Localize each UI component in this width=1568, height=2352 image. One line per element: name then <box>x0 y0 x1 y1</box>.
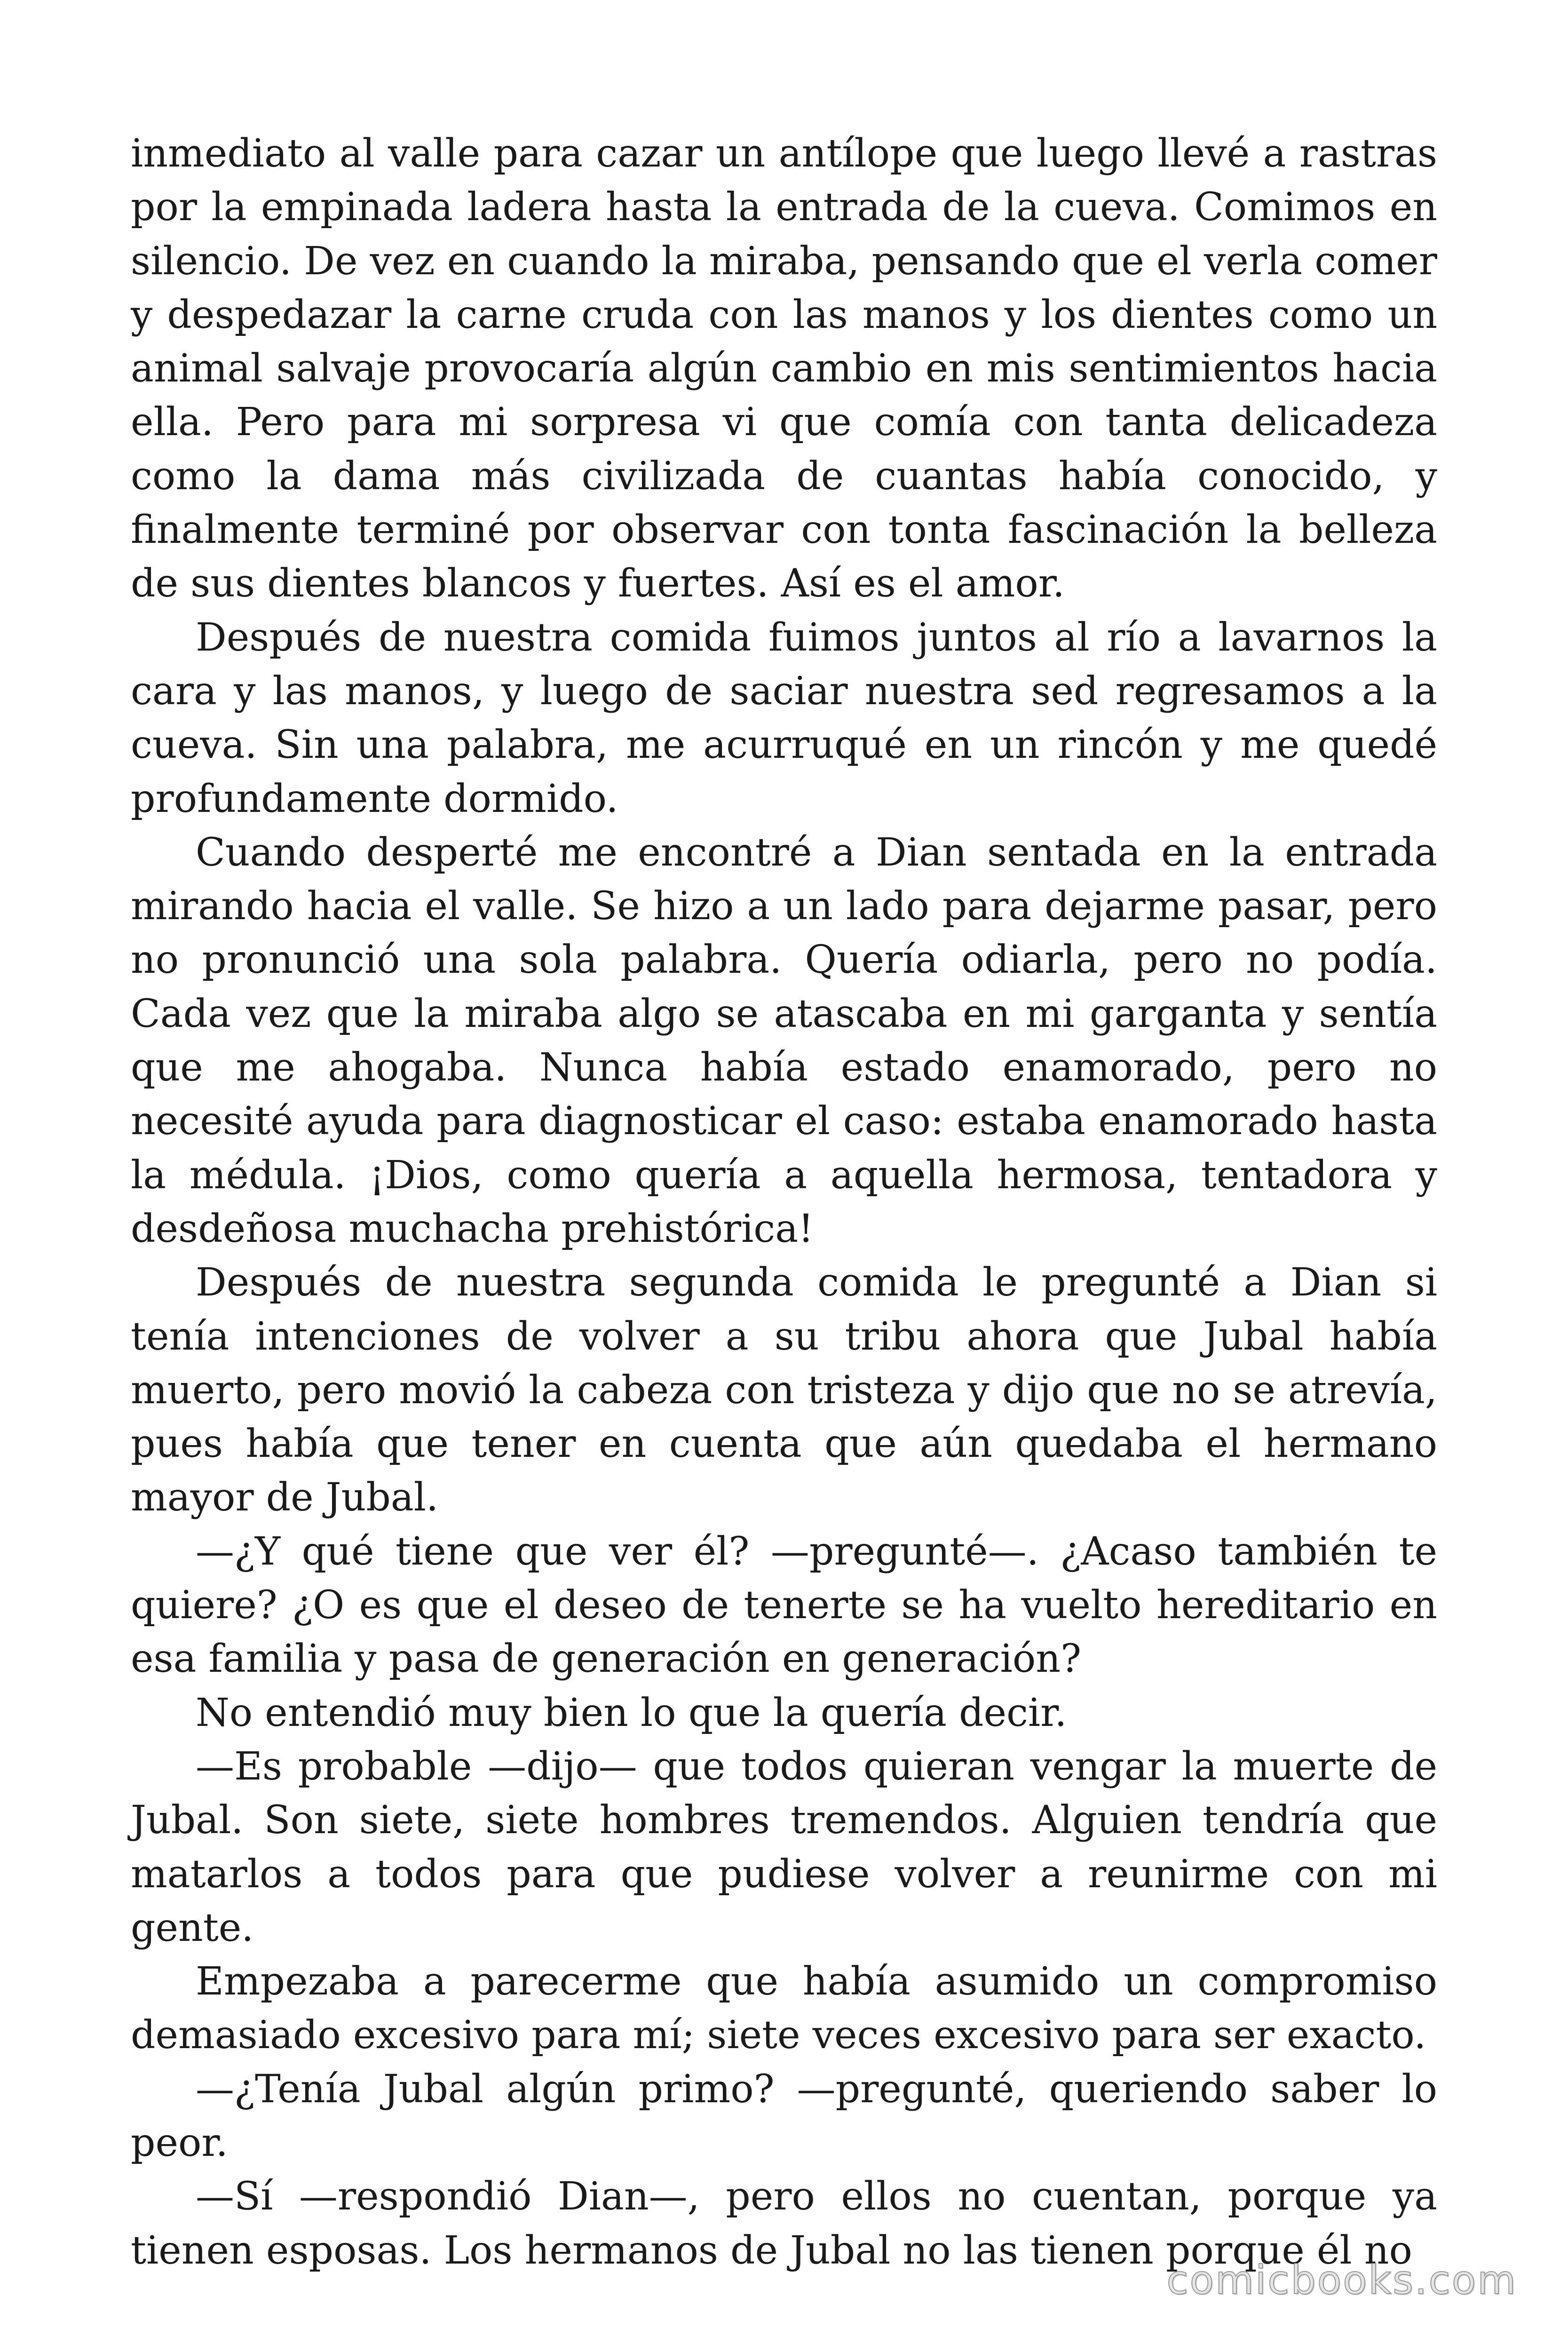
paragraph-10: —Sí —respondió Dian—, pero ellos no cuentan, porque ya tienen esposas. Los hermanos de Jubal no las tienen porque él no <box>131 2174 1437 2273</box>
paragraph-8: Empezaba a parecerme que había asumido un compromiso demasiado excesivo para mí; siete veces excesivo para ser exacto. <box>131 1959 1437 2058</box>
watermark-logo: comicbooks.com <box>1166 2257 1517 2303</box>
paragraph-5: —¿Y qué tiene que ver él? —pregunté—. ¿Acaso también te quiere? ¿O es que el deseo de tenerte se ha vuelto hereditario en esa familia y pasa de generación en generación? <box>131 1529 1437 1682</box>
paragraph-3: Cuando desperté me encontré a Dian sentada en la entrada mirando hacia el valle. Se hizo a un lado para dejarme pasar, pero no pronunció una sola palabra. Quería odiarla, pero no podía. Cada vez que la miraba algo se atascaba en mi garganta y sentía que me ahogaba. Nunca había estado enamorado, pero no necesité ayuda para diagnosticar el caso: estaba enamorado hasta la médula. ¡Dios, como quería a aquella hermosa, tentadora y desdeñosa muchacha prehistórica! <box>131 830 1437 1251</box>
paragraph-4: Después de nuestra segunda comida le pregunté a Dian si tenía intenciones de volver a su tribu ahora que Jubal había muerto, pero movió la cabeza con tristeza y dijo que no se atrevía, pues había que tener en cuenta que aún quedaba el hermano mayor de Jubal. <box>131 1260 1437 1520</box>
page-body <box>131 127 1437 2278</box>
paragraph-6: No entendió muy bien lo que la quería decir. <box>196 1690 1067 1735</box>
paragraph-2: Después de nuestra comida fuimos juntos al río a lavarnos la cara y las manos, y luego de saciar nuestra sed regresamos a la cueva. Sin una palabra, me acurruqué en un rincón y me quedé profundamente dormido. <box>131 615 1437 821</box>
paragraph-9: —¿Tenía Jubal algún primo? —pregunté, queriendo saber lo peor. <box>131 2066 1437 2165</box>
paragraph-1: inmediato al valle para cazar un antílope que luego llevé a rastras por la empinada ladera hasta la entrada de la cueva. Comimos en silencio. De vez en cuando la miraba, pensando que el verla comer y despedazar la carne cruda con las manos y los dientes como un animal salvaje provocaría algún cambio en mis sentimientos hacia ella. Pero para mi sorpresa vi que comía con tanta delicadeza como la dama más civilizada de cuantas había conocido, y finalmente terminé por observar con tonta fascinación la belleza de sus dientes blancos y fuertes. Así es el amor. <box>131 131 1437 606</box>
paragraph-7: —Es probable —dijo— que todos quieran vengar la muerte de Jubal. Son siete, siete hombres tremendos. Alguien tendría que matarlos a todos para que pudiese volver a reunirme con mi gente. <box>131 1744 1437 1950</box>
